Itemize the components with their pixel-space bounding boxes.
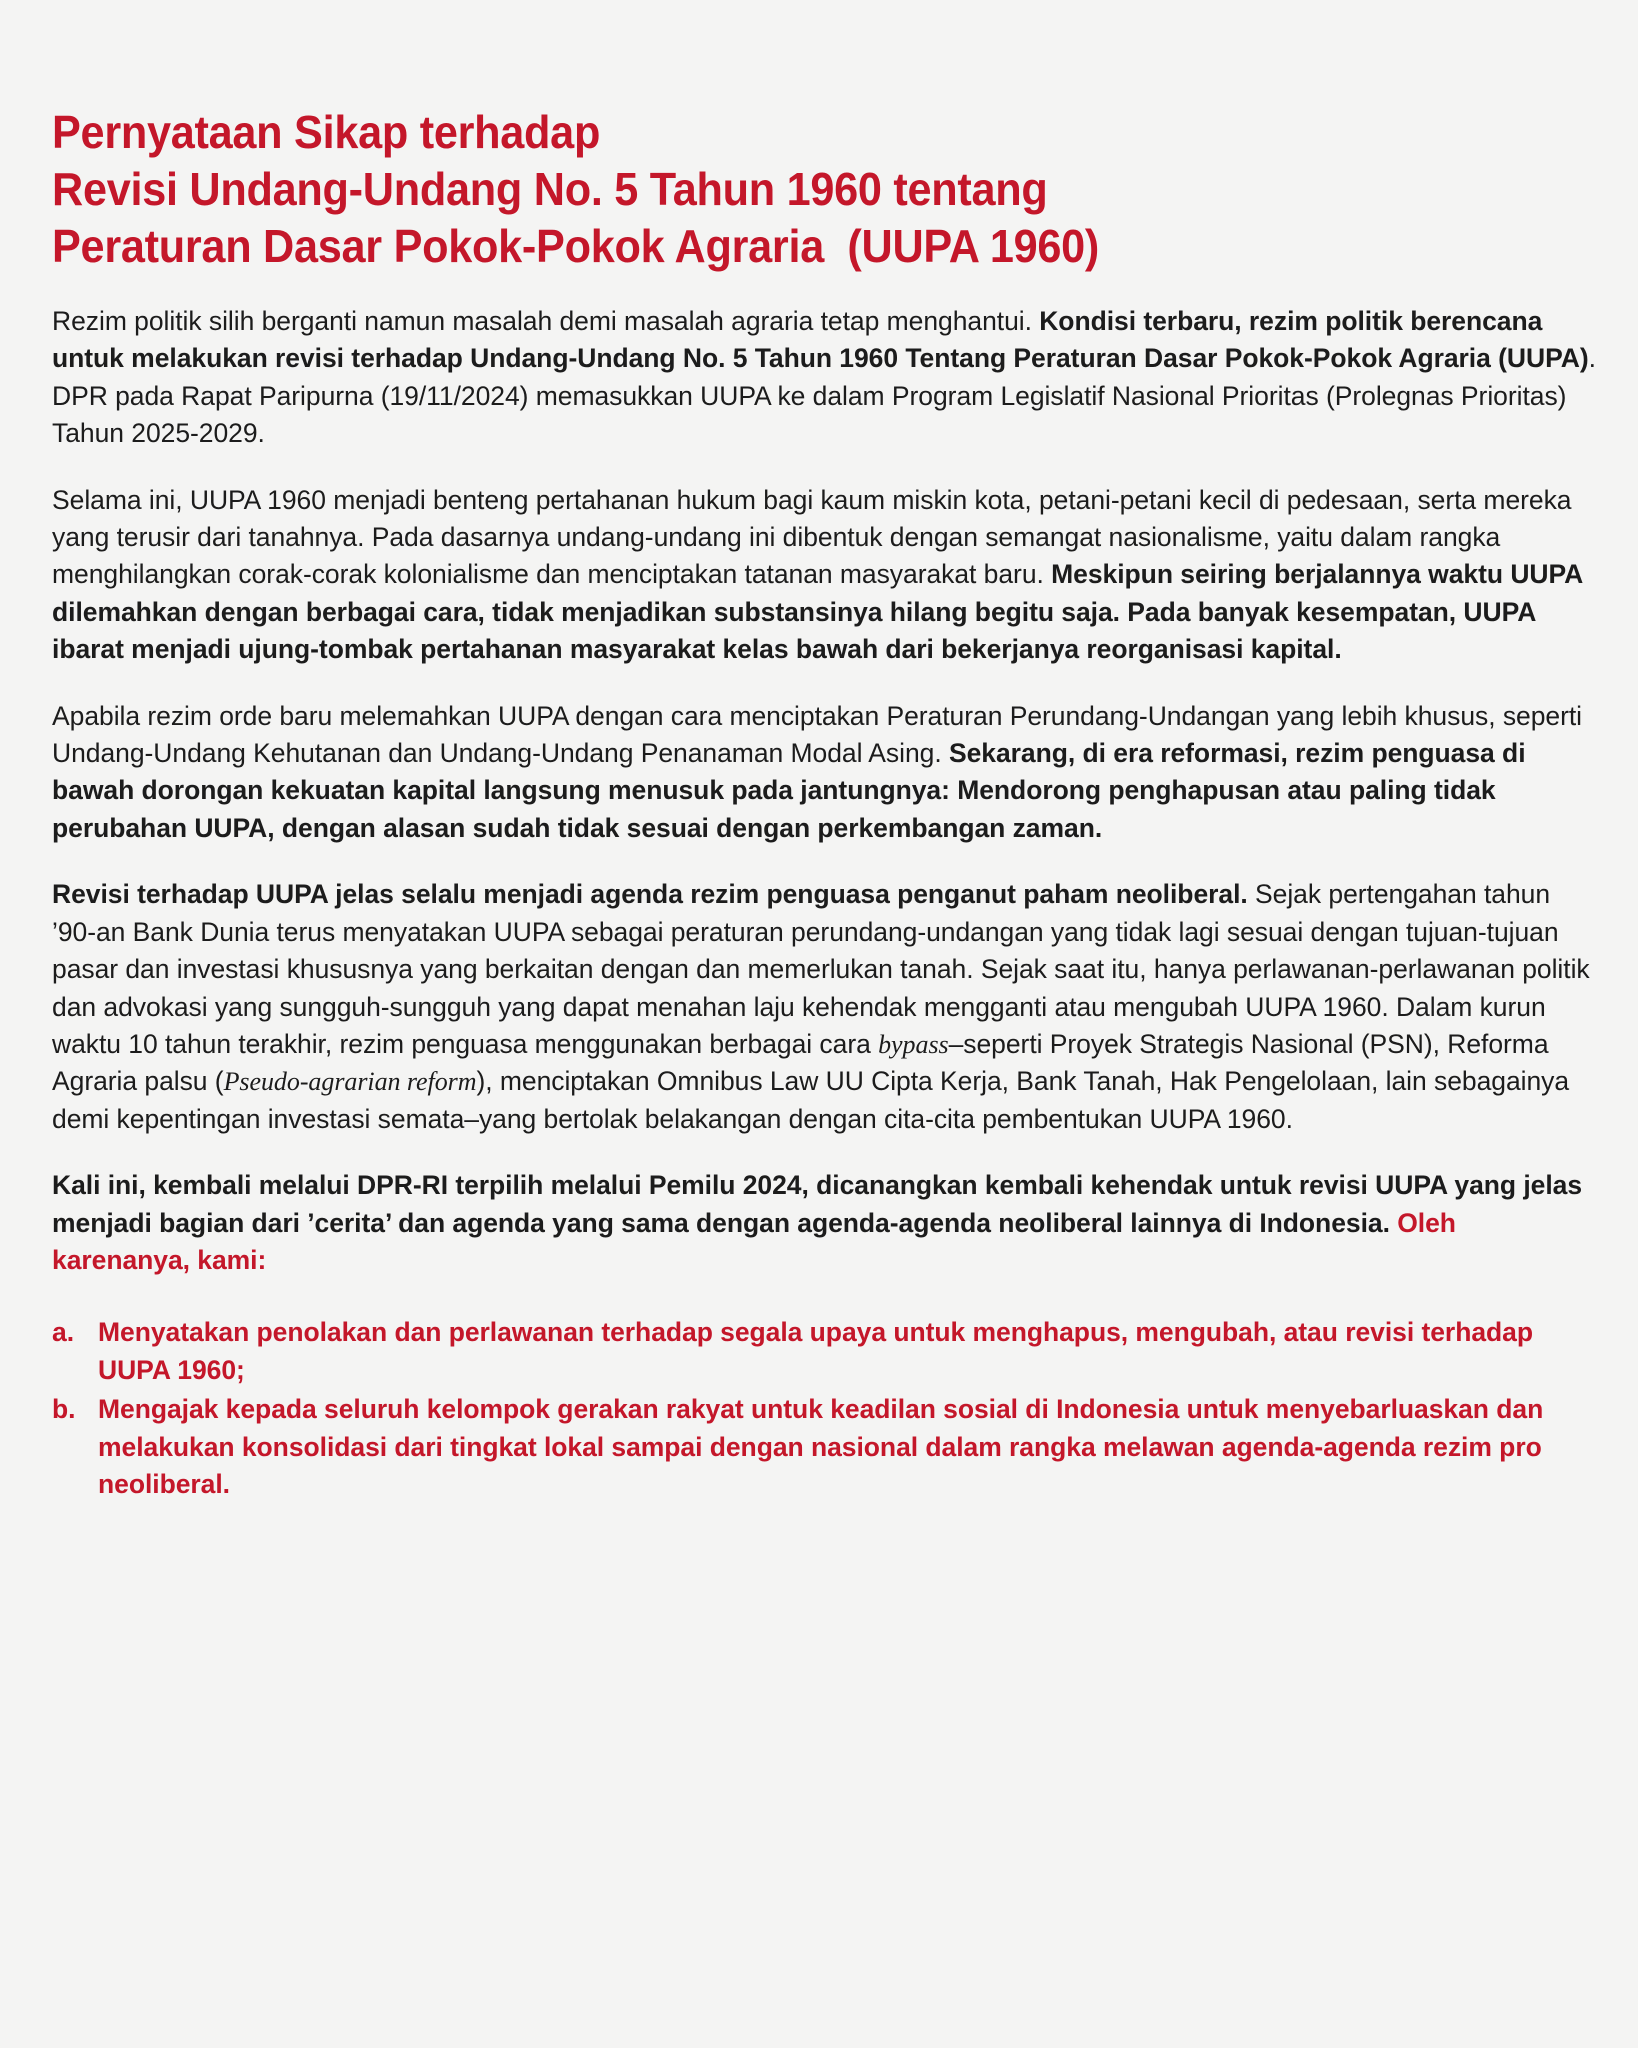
p1-run-regular-lead: Rezim politik silih berganti namun masalah demi masalah agraria tetap menghantui. — [52, 306, 1040, 336]
paragraph-5 — [52, 1167, 1597, 1279]
p2-run-bold: Meskipun seiring berjalannya waktu UUPA dilemahkan dengan berbagai cara, tidak menjadikan substansinya hilang begitu saja. Pada banyak kesempatan, UUPA ibarat menjadi ujung-tombak pertahanan masyarakat kelas bawah dari bekerjanya reorganisasi kapital. — [52, 559, 1583, 665]
p1-run-bold: Kondisi terbaru, rezim politik berencana untuk melakukan revisi terhadap Undang-Undang No. 5 Tahun 1960 Tentang Peraturan Dasar Pokok-Pokok Agraria (UUPA) — [52, 306, 1589, 374]
demands-list — [52, 1314, 1597, 1503]
p4-run-regular-3: ), menciptakan Omnibus Law UU Cipta Kerja, Bank Tanah, Hak Pengelolaan, lain sebagainya demi kepentingan investasi semata–yang bertolak belakangan dengan cita-cita pembentukan UUPA 1960. — [52, 1066, 1570, 1134]
paragraph-3 — [52, 698, 1597, 848]
list-marker: a. — [52, 1317, 75, 1348]
paragraph-1 — [52, 303, 1597, 453]
page-title — [52, 104, 1498, 275]
document-body — [52, 303, 1597, 1503]
p4-run-bold-lead: Revisi terhadap UUPA jelas selalu menjadi agenda rezim penguasa penganut paham neoliberal. — [52, 879, 1248, 910]
p1-run-regular-tail: . DPR pada Rapat Paripurna (19/11/2024) memasukkan UUPA ke dalam Program Legislatif Nasional Prioritas (Prolegnas Prioritas) Tahun 2025-2029. — [52, 343, 1596, 449]
p2-run-regular: Selama ini, UUPA 1960 menjadi benteng pertahanan hukum bagi kaum miskin kota, petani-petani kecil di pedesaan, serta mereka yang terusir dari tanahnya. Pada dasarnya undang-undang ini dibentuk dengan semangat nasionalisme, yaitu dalam rangka menghilangkan corak-corak kolonialisme dan menciptakan tatanan masyarakat baru. — [52, 484, 1572, 590]
title-line-1: Pernyataan Sikap terhadap — [52, 106, 601, 158]
p5-run-bold: Kali ini, kembali melalui DPR-RI terpilih melalui Pemilu 2024, dicanangkan kembali kehendak untuk revisi UUPA yang jelas menjadi bagian dari ’cerita’ dan agenda yang sama dengan agenda-agenda neoliberal lainnya di Indonesia. — [52, 1170, 1583, 1238]
list-item — [52, 1314, 1597, 1389]
title-line-3: Peraturan Dasar Pokok-Pokok Agraria (UUPA 1960) — [52, 220, 1100, 272]
list-marker: b. — [52, 1394, 76, 1425]
p4-run-regular-2: –seperti Proyek Strategis Nasional (PSN), Reforma Agraria palsu ( — [52, 1028, 1549, 1097]
p3-run-bold: Sekarang, di era reformasi, rezim penguasa di bawah dorongan kekuatan kapital langsung menusuk pada jantungnya: Mendorong penghapusan atau paling tidak perubahan UUPA, dengan alasan sudah tidak sesuai dengan perkembangan zaman. — [52, 738, 1526, 843]
p5-run-red-callout: Oleh karenanya, kami: — [52, 1207, 1456, 1275]
p4-italic-bypass: bypass — [878, 1029, 949, 1059]
paragraph-2 — [52, 482, 1597, 669]
paragraph-4 — [52, 876, 1597, 1138]
p4-run-regular-1: Sejak pertengahan tahun ’90-an Bank Dunia terus menyatakan UUPA sebagai peraturan perundang-undangan yang tidak lagi sesuai dengan tujuan-tujuan pasar dan investasi khususnya yang berkaitan dengan dan memerlukan tanah. Sejak saat itu, hanya perlawanan-perlawanan politik dan advokasi yang sungguh-sungguh yang dapat menahan laju kehendak mengganti atau mengubah UUPA 1960. Dalam kurun waktu 10 tahun terakhir, rezim penguasa menggunakan berbagai cara — [52, 879, 1590, 1059]
p3-run-regular: Apabila rezim orde baru melemahkan UUPA dengan cara menciptakan Peraturan Perundang-Undangan yang lebih khusus, seperti Undang-Undang Kehutanan dan Undang-Undang Penanaman Modal Asing. — [52, 700, 1583, 769]
p4-italic-pseudo-agrarian-reform: Pseudo-agrarian reform — [223, 1067, 477, 1097]
list-item-text: Menyatakan penolakan dan perlawanan terhadap segala upaya untuk menghapus, mengubah, atau revisi terhadap UUPA 1960; — [98, 1317, 1533, 1385]
list-item — [52, 1391, 1597, 1503]
list-item-text: Mengajak kepada seluruh kelompok gerakan rakyat untuk keadilan sosial di Indonesia untuk menyebarluaskan dan melakukan konsolidasi dari tingkat lokal sampai dengan nasional dalam rangka melawan agenda-agenda rezim pro neoliberal. — [98, 1394, 1544, 1499]
title-line-2: Revisi Undang-Undang No. 5 Tahun 1960 tentang — [52, 163, 1048, 215]
